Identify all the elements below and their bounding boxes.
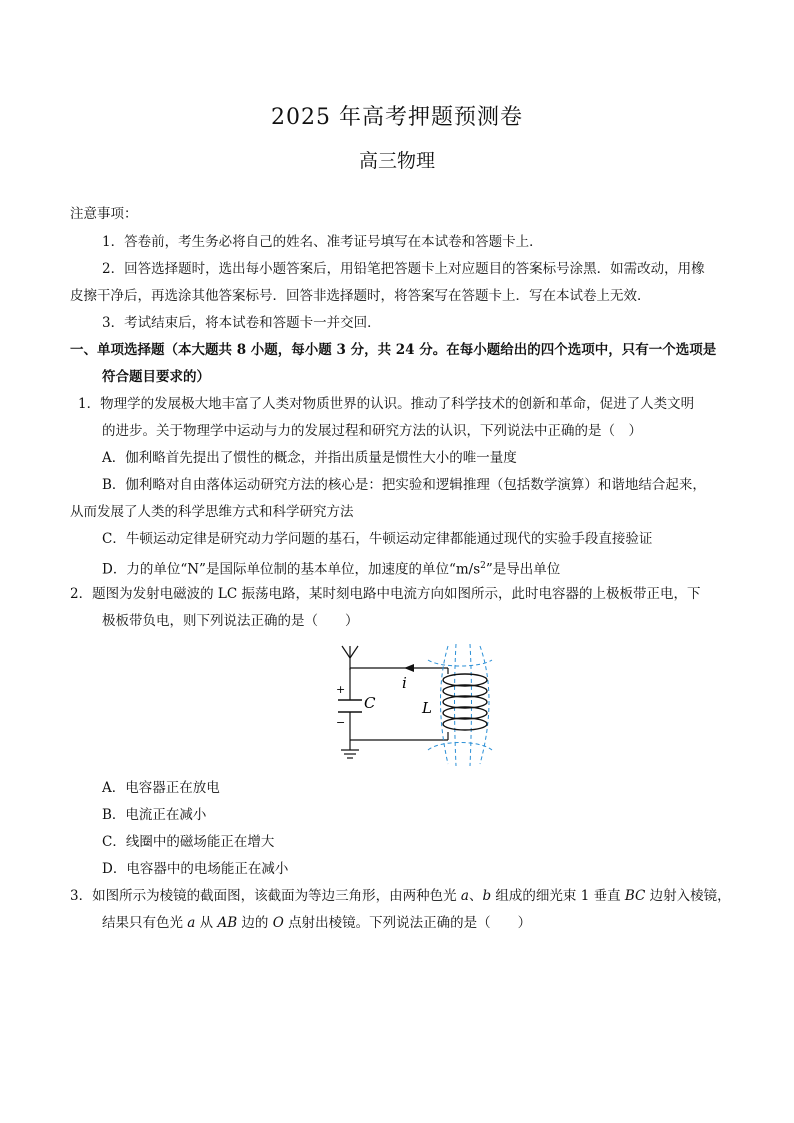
notice-heading: 注意事项： [70,206,138,222]
inductor-coil-icon [443,674,487,730]
q1-option-c: C．牛顿运动定律是研究动力学问题的基石，牛顿运动定律都能通过现代的实验手段直接验证 [102,531,653,547]
notice-item: 1．答卷前，考生务必将自己的姓名、准考证号填写在本试卷和答题卡上． [102,234,543,250]
current-label: i [402,674,407,692]
plus-sign: + [336,683,346,696]
notice-item: 3．考试结束后，将本试卷和答题卡一并交回． [102,315,381,331]
capacitor-label: C [364,694,376,712]
capacitor-icon [338,700,362,712]
notice-item: 皮擦干净后，再选涂其他答案标号．回答非选择题时，将答案写在答题卡上．写在本试卷上无效． [70,288,651,304]
q3-stem-cont: 结果只有色光 a 从 AB 边的 O 点射出棱镜。下列说法正确的是（ ） [102,915,532,931]
q2-stem-cont: 极板带负电，则下列说法正确的是（ ） [102,613,359,629]
q1-option-b: B．伽利略对自由落体运动研究方法的核心是：把实验和逻辑推理（包括数学演算）和谐地结合起来， [102,477,706,493]
q3-stem: 3．如图所示为棱镜的截面图，该截面为等边三角形，由两种色光 a、b 组成的细光束 1 垂直 BC 边射入棱镜， [70,888,731,904]
q2-option-b: B．电流正在减小 [102,807,207,823]
antenna-icon [342,646,358,670]
q1-option-b-cont: 从而发展了人类的科学思维方式和科学研究方法 [70,504,354,520]
q1-option-a: A．伽利略首先提出了惯性的概念，并指出质量是惯性大小的唯一量度 [102,450,517,466]
notice-item: 2．回答选择题时，选出每小题答案后，用铅笔把答题卡上对应题目的答案标号涂黑．如需改动，用橡 [102,261,705,277]
q1-stem: 1．物理学的发展极大地丰富了人类对物质世界的认识。推动了科学技术的创新和革命，促进了人类文明 [78,396,695,412]
lc-circuit-diagram [330,640,510,770]
page-title: 2025 年高考押题预测卷 [271,105,523,130]
q1-stem-cont: 的进步。关于物理学中运动与力的发展过程和研究方法的认识，下列说法中正确的是（ ） [102,423,642,439]
inductor-label: L [422,699,432,717]
q2-stem: 2．题图为发射电磁波的 LC 振荡电路，某时刻电路中电流方向如图所示，此时电容器的上极板带正电，下 [70,586,701,602]
section-heading-cont: 符合题目要求的） [102,369,210,385]
section-heading: 一、单项选择题（本大题共 8 小题，每小题 3 分，共 24 分。在每小题给出的四个选项中，只有一个选项是 [70,342,717,358]
minus-sign: − [336,716,346,729]
q2-option-a: A．电容器正在放电 [102,780,220,796]
q2-option-d: D．电容器中的电场能正在减小 [102,861,289,877]
page-subtitle: 高三物理 [358,150,435,172]
current-arrow-icon [404,664,414,672]
q2-option-c: C．线圈中的磁场能正在增大 [102,834,275,850]
q1-option-d: D．力的单位“N”是国际单位制的基本单位，加速度的单位“$m/s^2$”是导出单位 [102,561,561,578]
ground-icon [341,750,359,758]
